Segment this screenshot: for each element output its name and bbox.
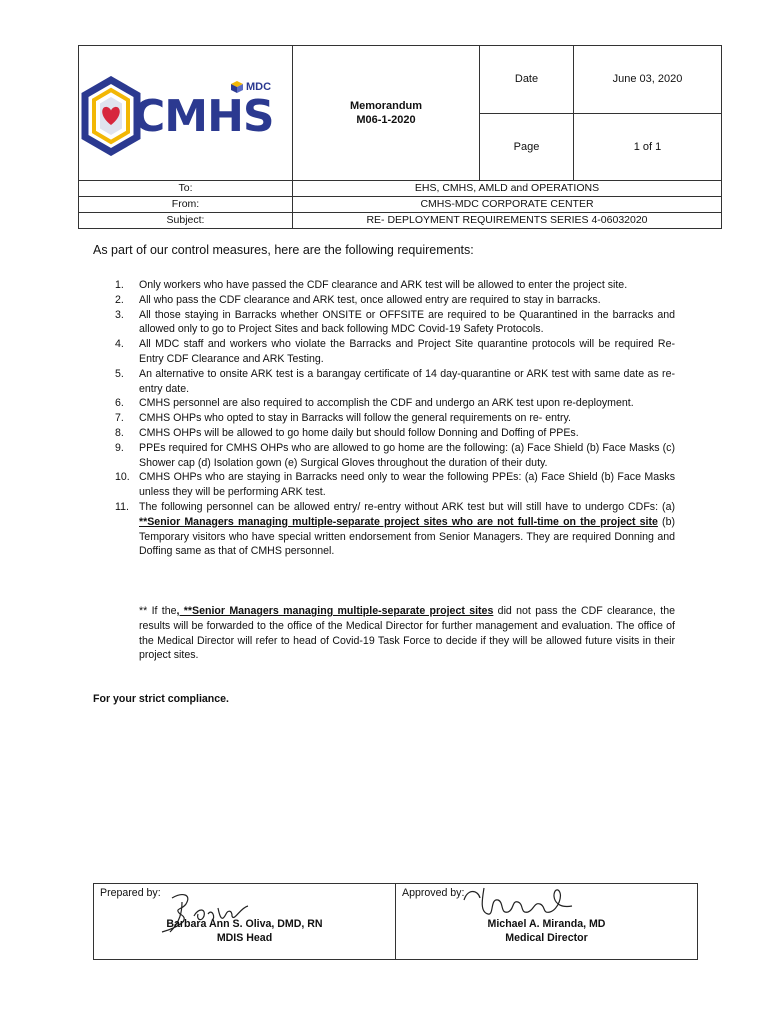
approved-name: Michael A. Miranda, MD xyxy=(487,918,606,930)
to-label: To: xyxy=(79,181,293,196)
item-number: 9. xyxy=(115,441,124,454)
item-number: 5. xyxy=(115,367,124,380)
item-text: All MDC staff and workers who violate the Barracks and Project Site quarantine protocols will be required Re-Entry CDF Clearance and ARK Testing. xyxy=(139,338,675,365)
list-item xyxy=(93,500,675,559)
page-row xyxy=(480,113,721,181)
req11-emphasis: **Senior Managers managing multiple-separate project sites who are not full-time on the project site xyxy=(139,515,658,528)
note-pre: ** If the xyxy=(139,605,177,617)
prepared-name: Barbara Ann S. Oliva, DMD, RN xyxy=(166,918,323,930)
item-text xyxy=(139,500,675,559)
memo-number: M06-1-2020 xyxy=(356,114,416,126)
item-number: 2. xyxy=(115,293,124,306)
cmhs-logo-hexagon-icon xyxy=(81,76,141,156)
list-item xyxy=(93,293,675,308)
date-page-cell xyxy=(480,46,721,180)
item-text: CMHS OHPs will be allowed to go home daily but should follow Donning and Doffing of PPEs. xyxy=(139,426,579,439)
list-item xyxy=(93,470,675,500)
prepared-signature-icon xyxy=(152,888,272,938)
list-item xyxy=(93,337,675,367)
page-value: 1 of 1 xyxy=(633,140,662,153)
cmhs-logo-text: CMHS xyxy=(133,91,274,142)
item-number: 7. xyxy=(115,412,124,425)
memo-cell xyxy=(293,46,480,180)
to-value: EHS, CMHS, AMLD and OPERATIONS xyxy=(414,182,600,194)
item-text: Only workers who have passed the CDF clearance and ARK test will be allowed to enter the project site. xyxy=(139,279,628,291)
date-label: Date xyxy=(480,46,574,113)
page-label: Page xyxy=(480,114,574,181)
note-emphasis: , **Senior Managers managing multiple-separate project sites xyxy=(176,605,494,617)
subject-label: Subject: xyxy=(79,213,293,228)
list-item xyxy=(93,411,675,426)
list-item xyxy=(93,278,675,293)
note-post: did not pass the CDF clearance, the results will be forwarded to the office of the Medical Director for further management and evaluation. The office of the Medical Director will refer to head of Covid-19 Task Force to decide if they will be allowed future visits in their project sites. xyxy=(139,605,675,662)
signature-box xyxy=(93,883,698,960)
item-text: CMHS OHPs who opted to stay in Barracks will follow the general requirements on re- entry. xyxy=(139,412,571,425)
item-number: 4. xyxy=(115,338,124,351)
mdc-badge-text: MDC xyxy=(246,81,272,93)
prepared-by-label: Prepared by: xyxy=(100,887,161,899)
approved-by-label: Approved by: xyxy=(402,887,465,899)
subject-row xyxy=(79,212,721,228)
prepared-by-cell xyxy=(94,884,395,959)
prepared-title: MDIS Head xyxy=(216,932,273,944)
approved-by-cell xyxy=(395,884,697,959)
header-top-row xyxy=(79,46,721,181)
list-item xyxy=(93,426,675,441)
from-row xyxy=(79,196,721,212)
list-item xyxy=(93,308,675,338)
approved-title: Medical Director xyxy=(505,932,588,944)
item-text: All who pass the CDF clearance and ARK test, once allowed entry are required to stay in barracks. xyxy=(139,293,601,306)
subject-value: RE- DEPLOYMENT REQUIREMENTS SERIES 4-06032020 xyxy=(366,214,648,226)
item-number: 8. xyxy=(115,426,124,439)
list-item xyxy=(93,367,675,397)
item-text: CMHS personnel are also required to accomplish the CDF and undergo an ARK test upon re-deployment. xyxy=(139,397,634,410)
compliance-text: For your strict compliance. xyxy=(93,693,229,705)
from-value: CMHS-MDC CORPORATE CENTER xyxy=(420,198,594,210)
item-number: 1. xyxy=(115,279,124,291)
from-label: From: xyxy=(79,197,293,212)
req11-post: (b) Temporary visitors who have special written endorsement from Senior Managers. They are required Donning and Doffing same as that of CMHS personnel. xyxy=(139,515,675,558)
memo-header-table xyxy=(78,45,722,229)
item-number: 11. xyxy=(115,500,129,513)
footnote xyxy=(139,604,675,663)
item-text: PPEs required for CMHS OHPs who are allowed to go home are the following: (a) Face Shield (b) Face Masks (c) Shower cap (d) Isolation gown (e) Surgical Gloves throughout the duration of their duty. xyxy=(139,441,675,469)
requirements-list xyxy=(93,278,675,559)
item-text: All those staying in Barracks whether ONSITE or OFFSITE are required to be Quarantined in the barracks and allowed only to go to Project Sites and back following MDC Covid-19 Safety Protocols. xyxy=(139,308,675,336)
item-number: 6. xyxy=(115,397,124,410)
item-text: An alternative to onsite ARK test is a barangay certificate of 14 day-quarantine or ARK test with same date as re- entry date. xyxy=(139,367,675,395)
logo-cell xyxy=(79,46,293,180)
list-item xyxy=(93,396,675,411)
item-text: CMHS OHPs who are staying in Barracks need only to wear the following PPEs: (a) Face Shield (b) Face Masks unless they will be performing ARK test. xyxy=(139,471,675,499)
date-row xyxy=(480,46,721,113)
to-row xyxy=(79,181,721,196)
date-value: June 03, 2020 xyxy=(612,73,683,86)
item-number: 3. xyxy=(115,308,124,321)
intro-text: As part of our control measures, here are the following requirements: xyxy=(93,243,474,257)
memo-title: Memorandum xyxy=(349,100,423,112)
list-item xyxy=(93,441,675,471)
req11-pre: The following personnel can be allowed entry/ re-entry without ARK test but will still have to undergo CDFs: (a) xyxy=(139,500,675,513)
item-number: 10. xyxy=(115,471,130,484)
